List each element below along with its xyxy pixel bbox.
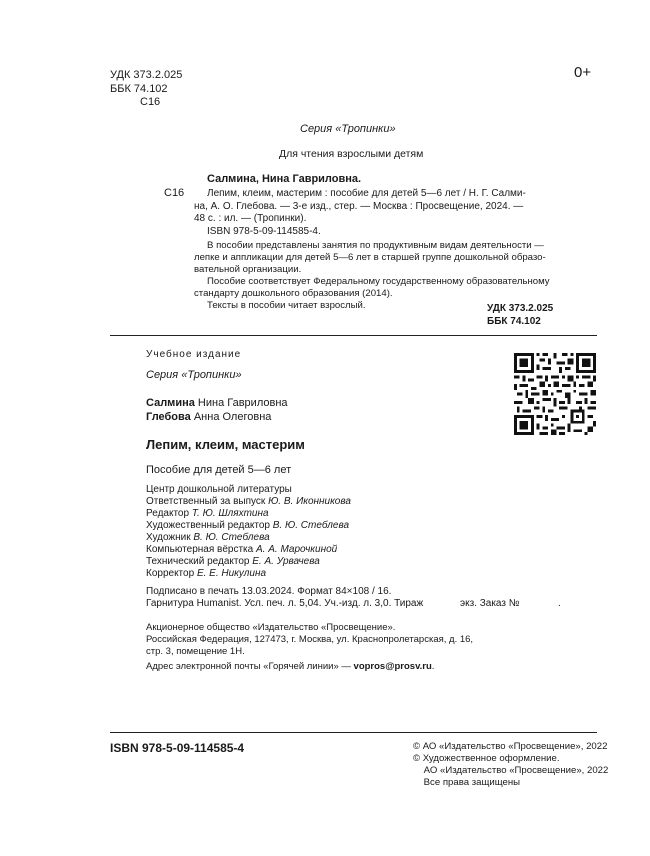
copyright-line: © АО «Издательство «Просвещение», 2022 <box>413 741 608 752</box>
catalog-annotation-line: Тексты в пособии читает взрослый. <box>207 300 366 311</box>
credit-line: Корректор Е. Е. Никулина <box>146 568 267 579</box>
author-line <box>146 397 288 410</box>
catalog-bib-line: Лепим, клеим, мастерим : пособие для детей 5—6 лет / Н. Г. Салми- <box>207 188 526 199</box>
catalog-annotation-line: В пособии представлены занятия по продуктивным видам деятельности — <box>207 240 544 251</box>
print-details: Подписано в печать 13.03.2024. Формат 84×108 / 16. <box>146 586 392 597</box>
credit-line: Центр дошкольной литературы <box>146 484 292 495</box>
catalog-bib-line: на, А. О. Глебова. — 3-е изд., стер. — Москва : Просвещение, 2024. — <box>194 201 524 212</box>
catalog-annotation-line: Пособие соответствует Федеральному государственному образовательному <box>207 276 550 287</box>
hotline-line: Адрес электронной почты «Горячей линии» — vopros@prosv.ru. <box>146 661 435 672</box>
copyright-line: © Художественное оформление. <box>413 753 560 764</box>
copyright-line: Все права защищены <box>413 777 521 788</box>
series-title: Серия «Тропинки» <box>300 123 396 135</box>
publisher-line: стр. 3, помещение 1Н. <box>146 646 245 657</box>
author-given-name: Анна Олеговна <box>193 411 272 423</box>
credit-line: Технический редактор Е. А. Урвачева <box>146 556 320 567</box>
catalog-annotation-line: вательной организации. <box>194 264 302 275</box>
author-line <box>146 411 271 424</box>
credit-line: Художественный редактор В. Ю. Стеблева <box>146 520 350 531</box>
publisher-line: Российская Федерация, 127473, г. Москва, ул. Краснопролетарская, д. 16, <box>146 634 474 645</box>
author-sign: С16 <box>140 96 161 108</box>
publisher-line: Акционерное общество «Издательство «Просвещение». <box>146 622 396 633</box>
hotline-email[interactable]: vopros@prosv.ru <box>353 661 432 672</box>
audience-note: Для чтения взрослыми детям <box>279 148 424 160</box>
author-given-name: Нина Гавриловна <box>197 397 288 409</box>
author-surname: Салмина <box>146 397 195 409</box>
credit-line: Редактор Т. Ю. Шляхтина <box>146 508 269 519</box>
catalog-code: С16 <box>164 187 185 199</box>
footer-isbn: ISBN 978-5-09-114585-4 <box>110 741 245 755</box>
footer-divider <box>110 732 597 733</box>
print-run-order-end: . <box>558 598 561 609</box>
section-divider <box>110 335 597 336</box>
bbk-code: ББК 74.102 <box>110 83 168 95</box>
book-subtitle: Пособие для детей 5—6 лет <box>146 464 292 476</box>
imprint-series: Серия «Тропинки» <box>146 369 242 381</box>
catalog-udk: УДК 373.2.025 <box>487 303 554 314</box>
qr-code <box>514 353 596 435</box>
print-details: Гарнитура Humanist. Усл. печ. л. 5,04. Уч.-изд. л. 3,0. Тираж <box>146 598 424 609</box>
author-surname: Глебова <box>146 411 191 423</box>
catalog-bbk: ББК 74.102 <box>487 316 541 327</box>
credit-line: Компьютерная вёрстка А. А. Марочкиной <box>146 544 338 555</box>
age-rating: 0+ <box>574 64 592 81</box>
catalog-isbn: ISBN 978-5-09-114585-4. <box>207 226 321 237</box>
edition-type: Учебное издание <box>146 349 242 360</box>
catalog-annotation-line: лепке и аппликации для детей 5—6 лет в старшей группе дошкольной образо- <box>194 252 546 263</box>
print-run-order: экз. Заказ № <box>460 598 520 609</box>
book-title: Лепим, клеим, мастерим <box>146 437 305 452</box>
catalog-annotation-line: стандарту дошкольного образования (2014). <box>194 288 393 299</box>
catalog-bib-line: 48 с. : ил. — (Тропинки). <box>194 213 307 224</box>
catalog-author-heading: Салмина, Нина Гавриловна. <box>207 173 362 185</box>
copyright-line: АО «Издательство «Просвещение», 2022 <box>413 765 609 776</box>
udk-code: УДК 373.2.025 <box>110 69 183 81</box>
credit-line: Художник В. Ю. Стеблева <box>146 532 270 543</box>
credit-line: Ответственный за выпуск Ю. В. Иконникова <box>146 496 351 507</box>
